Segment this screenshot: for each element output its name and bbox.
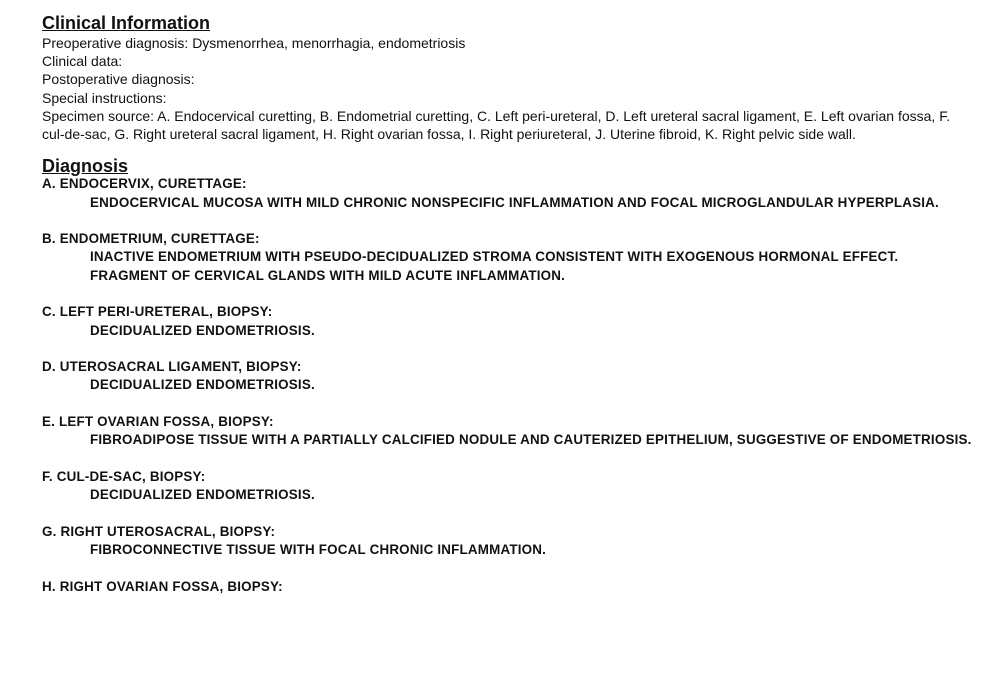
diagnosis-finding: DECIDUALIZED ENDOMETRIOSIS.	[90, 377, 315, 393]
diagnosis-section	[42, 578, 972, 596]
clinical-line: Special instructions:	[42, 89, 167, 106]
diagnosis-section-heading: E. LEFT OVARIAN FOSSA, BIOPSY:	[42, 414, 274, 430]
diagnosis-section	[42, 413, 972, 450]
diagnosis-section-heading: A. ENDOCERVIX, CURETTAGE:	[42, 176, 247, 192]
diagnosis-section	[42, 468, 972, 505]
report-page	[42, 12, 972, 614]
clinical-information	[42, 12, 972, 143]
diagnosis-section	[42, 230, 972, 285]
clinical-line: Clinical data:	[42, 53, 123, 70]
diagnosis-section-heading: C. LEFT PERI-URETERAL, BIOPSY:	[42, 304, 273, 320]
diagnosis-section-heading: B. ENDOMETRIUM, CURETTAGE:	[42, 231, 260, 247]
diagnosis-finding: DECIDUALIZED ENDOMETRIOSIS.	[90, 487, 315, 503]
diagnosis-finding: FIBROCONNECTIVE TISSUE WITH FOCAL CHRONIC INFLAMMATION.	[90, 542, 547, 558]
diagnosis-section	[42, 175, 972, 212]
diagnosis-section-heading: H. RIGHT OVARIAN FOSSA, BIOPSY:	[42, 578, 283, 594]
diagnosis-finding: FRAGMENT OF CERVICAL GLANDS WITH MILD ACUTE INFLAMMATION.	[90, 267, 566, 283]
diagnosis-section	[42, 303, 972, 340]
diagnosis-finding: INACTIVE ENDOMETRIUM WITH PSEUDO-DECIDUALIZED STROMA CONSISTENT WITH EXOGENOUS HORMONAL EFFECT.	[90, 249, 899, 265]
clinical-information-heading: Clinical Information	[42, 13, 211, 33]
diagnosis-section-heading: G. RIGHT UTEROSACRAL, BIOPSY:	[42, 523, 276, 539]
diagnosis-section	[42, 358, 972, 395]
diagnosis-section	[42, 523, 972, 560]
diagnosis	[42, 157, 972, 596]
clinical-line: Preoperative diagnosis: Dysmenorrhea, menorrhagia, endometriosis	[42, 35, 466, 51]
diagnosis-finding: FIBROADIPOSE TISSUE WITH A PARTIALLY CALCIFIED NODULE AND CAUTERIZED EPITHELIUM, SUGGESTIVE OF ENDOMETRIOSIS.	[90, 432, 972, 448]
diagnosis-heading: Diagnosis	[42, 156, 129, 177]
diagnosis-section-heading: F. CUL-DE-SAC, BIOPSY:	[42, 468, 206, 484]
diagnosis-section-heading: D. UTEROSACRAL LIGAMENT, BIOPSY:	[42, 359, 302, 375]
diagnosis-finding: DECIDUALIZED ENDOMETRIOSIS.	[90, 322, 315, 338]
clinical-line: Postoperative diagnosis:	[42, 71, 195, 88]
clinical-line: Specimen source: A. Endocervical curetting, B. Endometrial curetting, C. Left peri-ureteral, D. Left ureteral sacral ligament, E. Left ovarian fossa, F. cul-de-sac, G. Right ureteral sacral ligament, H. Right ovarian fossa, I. Right periureteral, J. Uterine fibroid, K. Right pelvic side wall.	[42, 107, 951, 143]
diagnosis-finding: ENDOCERVICAL MUCOSA WITH MILD CHRONIC NONSPECIFIC INFLAMMATION AND FOCAL MICROGLANDULAR HYPERPLASIA.	[90, 194, 939, 210]
